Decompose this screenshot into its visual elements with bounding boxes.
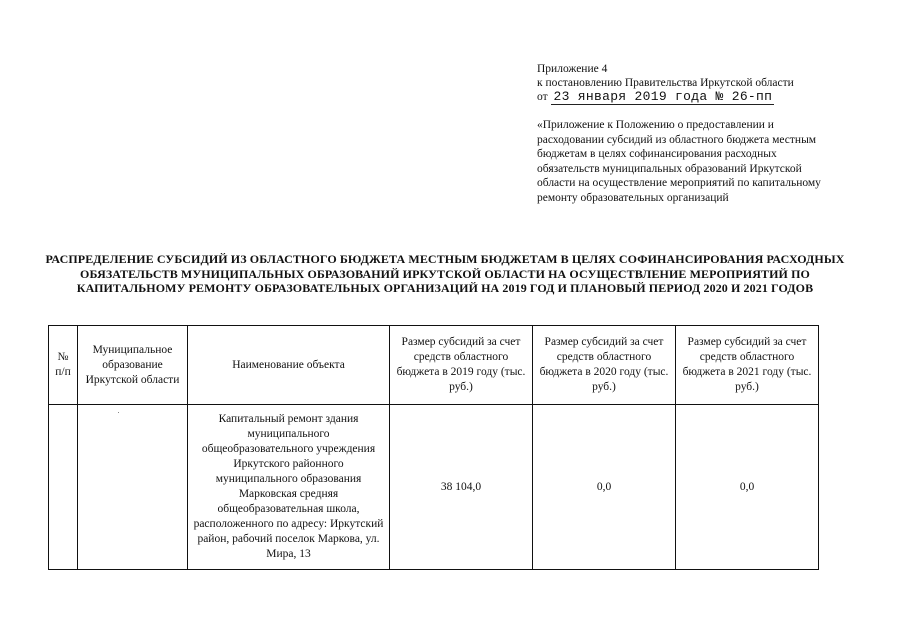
appendix-resolution-ref: к постановлению Правительства Иркутской области [537,77,794,89]
header-subsidy-2021: Размер субсидий за счет средств областного бюджета в 2021 году (тыс. руб.) [676,326,819,405]
header-subsidy-2020: Размер субсидий за счет средств областного бюджета в 2020 году (тыс. руб.) [533,326,676,405]
cell-municipality [78,405,188,570]
header-subsidy-2019: Размер субсидий за счет средств областного бюджета в 2019 году (тыс. руб.) [390,326,533,405]
regulation-reference: «Приложение к Положению о предоставлении и расходовании субсидий из областного бюджета местным бюджетам в целях софинансирования расходных обязательств муниципальных образований Иркутской области на осуществление мероприятий по капитальному ремонту образовательных организаций [537,119,821,204]
cell-number [49,405,78,570]
appendix-header [537,62,837,105]
cell-subsidy-2020: 0,0 [533,405,676,570]
table-row [49,405,819,570]
cell-subsidy-2021: 0,0 [676,405,819,570]
appendix-from-prefix: от [537,91,548,103]
cell-object-name: Капитальный ремонт здания муниципального общеобразовательного учреждения Иркутского районного муниципального образования Марковская средняя общеобразовательная школа, расположенного по адресу: Иркутский район, рабочий поселок Маркова, ул. Мира, 13 [188,405,390,570]
subsidy-distribution-table [48,325,819,570]
scan-speck [118,412,119,413]
table-header-row [49,326,819,405]
cell-subsidy-2019: 38 104,0 [390,405,533,570]
appendix-number: Приложение 4 [537,63,608,75]
appendix-date-number: 23 января 2019 года № 26-пп [551,90,775,105]
header-municipality: Муниципальное образование Иркутской области [78,326,188,405]
appendix-date-line [537,90,837,105]
document-title: РАСПРЕДЕЛЕНИЕ СУБСИДИЙ ИЗ ОБЛАСТНОГО БЮДЖЕТА МЕСТНЫМ БЮДЖЕТАМ В ЦЕЛЯХ СОФИНАНСИРОВАНИЯ РАСХОДНЫХ ОБЯЗАТЕЛЬСТВ МУНИЦИПАЛЬНЫХ ОБРАЗОВАНИЙ ИРКУТСКОЙ ОБЛАСТИ НА ОСУЩЕСТВЛЕНИЕ МЕРОПРИЯТИЙ ПО КАПИТАЛЬНОМУ РЕМОНТУ ОБРАЗОВАТЕЛЬНЫХ ОРГАНИЗАЦИЙ НА 2019 ГОД И ПЛАНОВЫЙ ПЕРИОД 2020 И 2021 ГОДОВ [45,252,845,295]
header-number: № п/п [49,326,78,405]
header-object-name: Наименование объекта [188,326,390,405]
